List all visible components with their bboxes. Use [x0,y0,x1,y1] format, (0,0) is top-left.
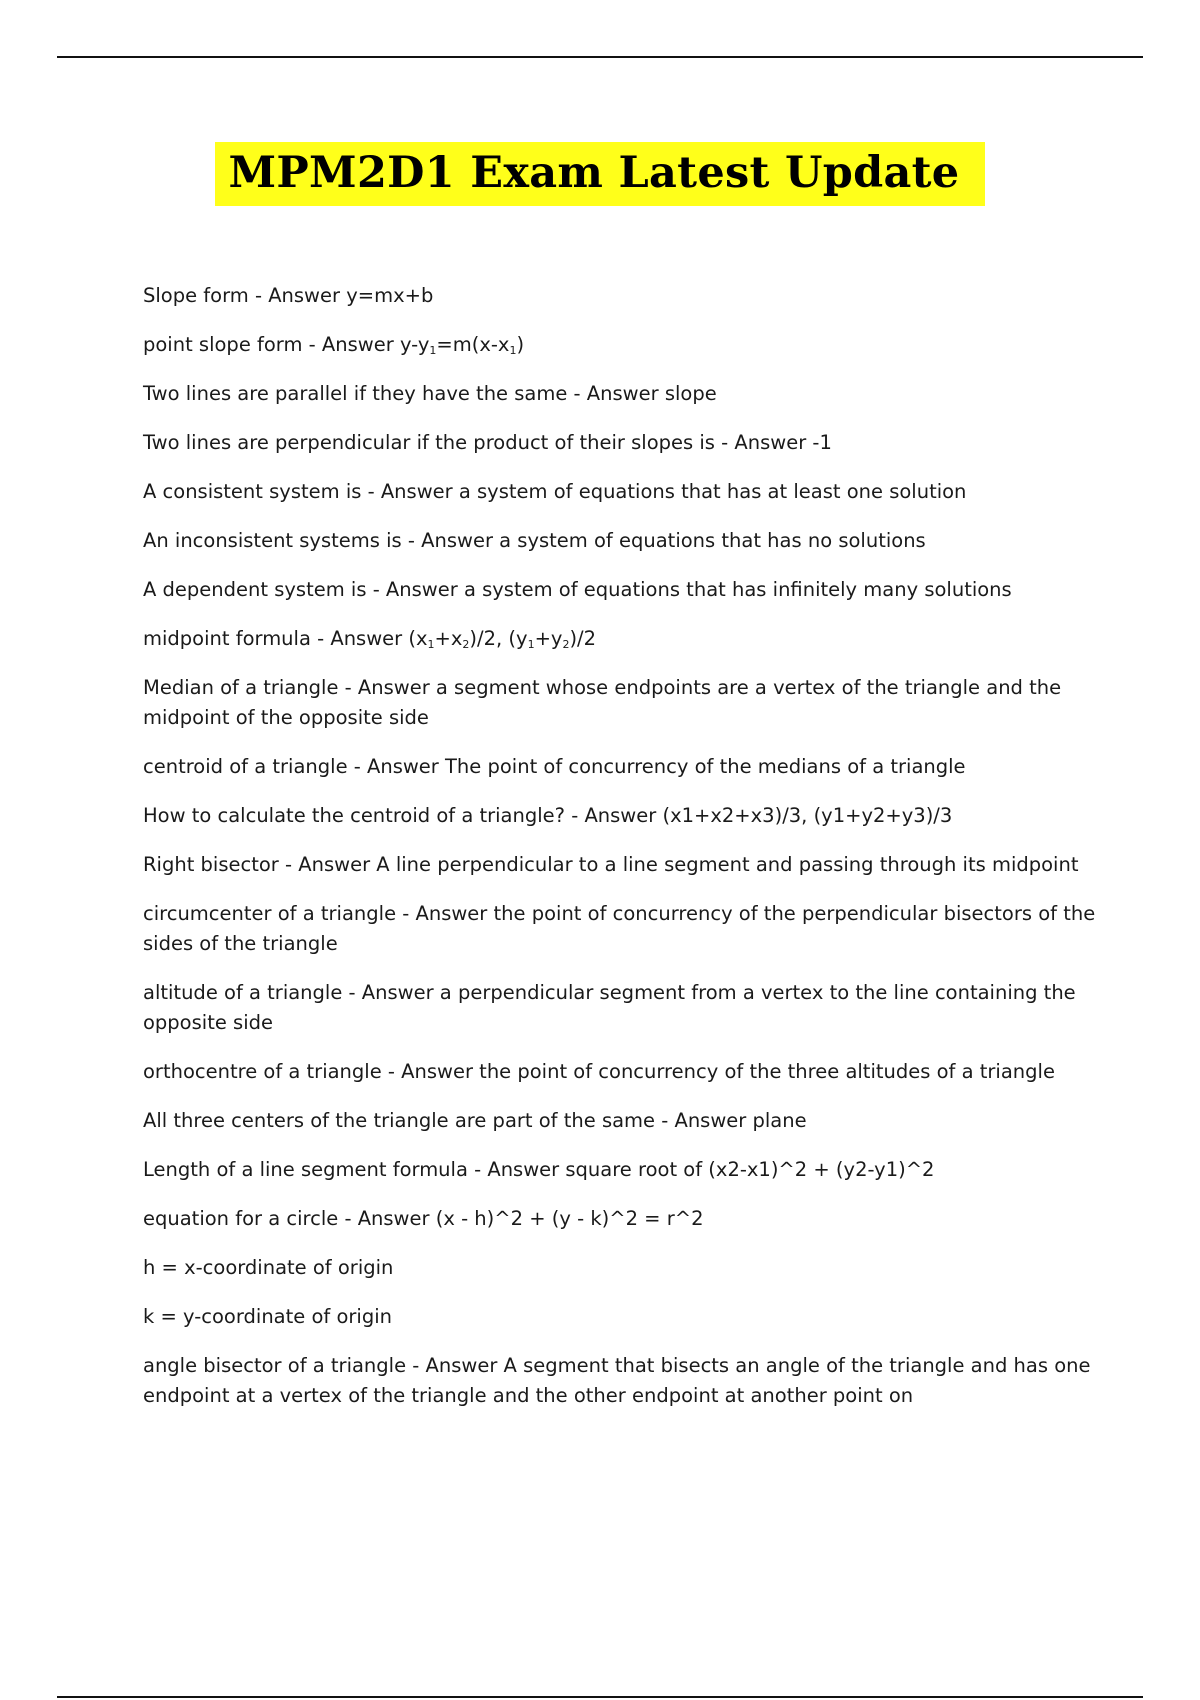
entry-answer: (x1+x2+x3)/3, (y1+y2+y3)/3 [662,804,953,827]
list-item [143,899,1103,959]
answer-separator: - Answer [406,1354,504,1377]
answer-separator: - Answer [338,1207,436,1230]
flashcard-list [143,281,1103,1430]
entry-answer: The point of concurrency of the medians of a triangle [445,755,966,778]
entry-answer: y=mx+b [346,284,434,307]
answer-separator: - Answer [361,480,459,503]
list-item [143,978,1103,1038]
document-title: MPM2D1 Exam Latest Update [215,142,986,206]
answer-separator: - Answer [248,284,347,307]
list-item [143,1057,1103,1087]
list-item [143,526,1103,556]
entry-answer: a system of equations that has no solutions [499,529,926,552]
entry-answer: A line perpendicular to a line segment and passing through its midpoint [376,853,1079,876]
answer-separator: - Answer [467,1158,566,1181]
answer-separator: - Answer [567,382,665,405]
list-item [143,1302,1103,1332]
entry-term: All three centers of the triangle are part of the same [143,1109,656,1132]
answer-separator: - Answer [302,333,400,356]
entry-answer: a system of equations that has at least one solution [458,480,967,503]
entry-term: A consistent system is [143,480,362,503]
entry-term: angle bisector of a triangle [143,1354,407,1377]
answer-separator: - Answer [565,804,663,827]
list-item [143,801,1103,831]
answer-separator: - Answer [714,431,813,454]
entry-answer: the point of concurrency of the three altitudes of a triangle [479,1060,1055,1083]
list-item [143,477,1103,507]
list-item [143,330,1103,360]
answer-separator: - Answer [342,981,440,1004]
list-item [143,673,1103,733]
entry-answer: $y-y_1=m(x-x_1)$ [399,333,525,357]
list-item [143,281,1103,311]
list-item [143,752,1103,782]
entry-term: An inconsistent systems is [143,529,402,552]
answer-separator: - Answer [401,529,500,552]
entry-term: Slope form [143,284,249,307]
entry-answer: $(x_1+x_2)/2$, $(y_1+y_2)/2$ [408,627,597,651]
entry-term: Median of a triangle [143,676,339,699]
entry-answer: A segment that bisects an angle of the triangle and has one endpoint at a vertex of the triangle and the other endpoint at another point on [143,1354,1091,1407]
answer-separator: - Answer [347,755,446,778]
list-item [143,379,1103,409]
entry-term: Two lines are parallel if they have the same [143,382,568,405]
title-block [0,142,1200,206]
entry-term: How to calculate the centroid of a triangle? [143,804,566,827]
entry-answer: a perpendicular segment from a vertex to the line containing the opposite side [143,981,1076,1034]
list-item [143,1204,1103,1234]
entry-answer: square root of (x2-x1)^2 + (y2-y1)^2 [565,1158,935,1181]
entry-term: equation for a circle [143,1207,339,1230]
list-item [143,1106,1103,1136]
list-item [143,428,1103,458]
top-rule [57,56,1143,58]
answer-separator: - Answer [396,902,494,925]
list-item [143,1253,1103,1283]
answer-separator: - Answer [655,1109,753,1132]
answer-separator: - Answer [310,627,409,650]
answer-separator: - Answer [366,578,464,601]
list-item [143,850,1103,880]
answer-separator: - Answer [278,853,377,876]
entry-term: circumcenter of a triangle [143,902,397,925]
entry-term: Length of a line segment formula [143,1158,468,1181]
entry-term: point slope form [143,333,303,356]
entry-answer: plane [752,1109,807,1132]
entry-answer: the point of concurrency of the perpendicular bisectors of the sides of the triangle [143,902,1096,955]
entry-term: altitude of a triangle [143,981,343,1004]
list-item [143,1351,1103,1411]
entry-term: Right bisector [143,853,279,876]
entry-term: midpoint formula [143,627,311,650]
entry-term: centroid of a triangle [143,755,348,778]
list-item [143,575,1103,605]
entry-term: Two lines are perpendicular if the product of their slopes is [143,431,715,454]
entry-answer: slope [664,382,717,405]
entry-text: h = x-coordinate of origin [143,1256,394,1279]
entry-text: k = y-coordinate of origin [143,1305,392,1328]
entry-term: A dependent system is [143,578,367,601]
entry-answer: -1 [812,431,832,454]
list-item [143,1155,1103,1185]
list-item [143,624,1103,654]
entry-term: orthocentre of a triangle [143,1060,382,1083]
entry-answer: (x - h)^2 + (y - k)^2 = r^2 [435,1207,704,1230]
entry-answer: a segment whose endpoints are a vertex of the triangle and the midpoint of the opposite side [143,676,1062,729]
bottom-rule [57,1696,1143,1698]
entry-answer: a system of equations that has infinitely many solutions [463,578,1012,601]
answer-separator: - Answer [381,1060,480,1083]
answer-separator: - Answer [338,676,436,699]
